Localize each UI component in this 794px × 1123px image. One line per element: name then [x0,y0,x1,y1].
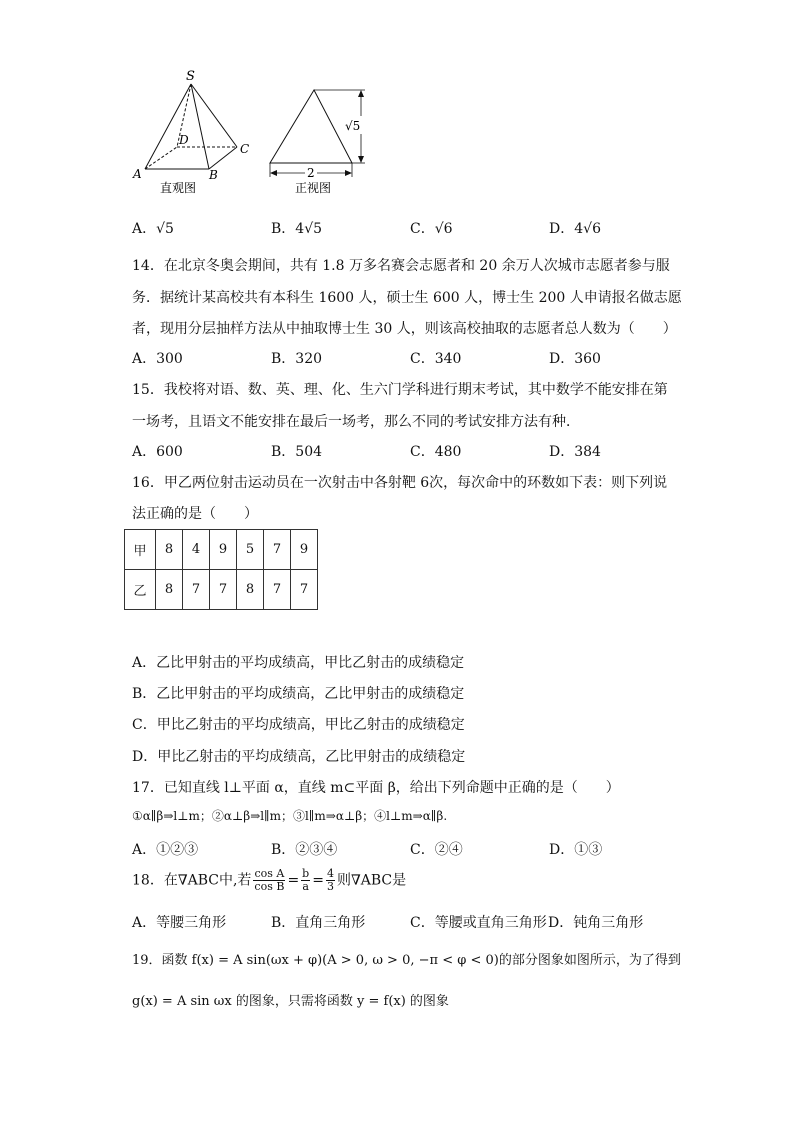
q14-option-b: B．320 [271,351,323,367]
front-view-triangle [270,90,352,163]
table-cell: 7 [264,570,291,610]
table-cell: 7 [264,530,291,570]
pyramid-edge-SA [145,84,191,169]
q17-option-a: A．①②③ [132,842,199,858]
q18-suffix: 则∇ABC是 [336,872,407,889]
table-cell: 8 [156,530,183,570]
table-cell: 7 [183,570,210,610]
q18-option-a: A．等腰三角形 [132,915,227,931]
height-label: √5 [345,119,361,133]
table-cell: 7 [291,570,318,610]
q17-option-c: C．②④ [410,842,463,858]
pyramid-edge-AD [145,147,177,169]
q15-line-1: 15．我校将对语、数、英、理、化、生六门学科进行期末考试，其中数学不能安排在第 [132,382,668,398]
width-label: 2 [307,166,315,180]
table-cell: 4 [183,530,210,570]
width-arrow-left [270,170,277,176]
table-cell: 9 [291,530,318,570]
q18-option-c: C．等腰或直角三角形 [410,915,547,931]
q13-option-d: D．4√6 [549,221,601,237]
pyramid-edge-BC [209,147,237,169]
q17-line-2: ①α∥β⇒l⊥m；②α⊥β⇒l∥m；③l∥m⇒α⊥β；④l⊥m⇒α∥β. [132,809,448,823]
table-row [125,530,318,570]
q13-option-b: B．4√5 [271,221,323,237]
q14-option-a: A．300 [132,351,183,367]
table-row [125,570,318,610]
score-table [124,529,318,610]
q14-line-3: 者，现用分层抽样方法从中抽取博士生 30 人，则该高校抽取的志愿者总人数为（ ） [132,321,677,337]
q13-option-c: C．√6 [410,221,453,237]
row-label-yi: 乙 [125,570,156,610]
q16-option-d: D．甲比乙射击的平均成绩高，乙比甲射击的成绩稳定 [132,749,466,765]
width-arrow-right [345,170,352,176]
q15-option-c: C．480 [410,444,462,460]
q17-option-b: B．②③④ [271,842,338,858]
q16-line-2: 法正确的是（ ） [132,506,258,522]
table-cell: 8 [237,570,264,610]
q15-option-b: B．504 [271,444,323,460]
caption-right: 正视图 [295,181,332,195]
fraction-ba: $\frac{b}{a}$ [302,867,310,893]
q18-option-b: B．直角三角形 [271,915,366,931]
caption-left: 直观图 [160,181,197,195]
q15-option-a: A．600 [132,444,183,460]
geometry-figure [125,62,385,202]
row-label-jia: 甲 [125,530,156,570]
q19-line-1: 19．函数 f(x) = A sin(ωx + φ)(A > 0, ω > 0, −π < φ < 0)的部分图象如图所示，为了得到 [132,953,681,968]
q17-option-d: D．①③ [549,842,603,858]
table-cell: 8 [156,570,183,610]
q16-option-a: A．乙比甲射击的平均成绩高，甲比乙射击的成绩稳定 [132,655,465,671]
q14-line-2: 务．据统计某高校共有本科生 1600 人，硕士生 600 人，博士生 200 人申请报名做志愿 [132,290,682,306]
table-cell: 5 [237,530,264,570]
fraction-43: $\frac{4}{3}$ [326,867,334,893]
table-cell: 9 [210,530,237,570]
table-cell: 7 [210,570,237,610]
label-A: A [133,167,142,181]
q16-option-c: C．甲比乙射击的平均成绩高，甲比乙射击的成绩稳定 [132,717,465,733]
fraction-cos: $\frac{\text{cos A}}{\text{cos B}}$ [254,867,285,893]
label-S: S [186,69,195,84]
q18-prefix: 18．在∇ABC中,若 [132,872,252,889]
q18-question: 18．在∇ABC中,若 $\frac{\text{cos A}}{\text{cos B}}$ = $\frac{b}{a}$ = $\frac{4}{3}$ 则∇ABC是 [132,867,407,893]
height-arrow-bottom [358,156,364,163]
q16-option-b: B．乙比甲射击的平均成绩高，乙比甲射击的成绩稳定 [132,686,465,702]
q15-line-2: 一场考，且语文不能安排在最后一场考，那么不同的考试安排方法有种． [132,414,580,430]
q17-line-1: 17．已知直线 l⊥平面 α，直线 m⊂平面 β，给出下列命题中正确的是（ ） [132,780,620,796]
q19-line-2: g(x) = A sin ωx 的图象，只需将函数 y = f(x) 的图象 [132,994,449,1009]
q18-option-d: D．钝角三角形 [548,915,644,931]
q14-option-d: D．360 [549,351,601,367]
height-arrow-top [358,90,364,97]
q15-option-d: D．384 [549,444,601,460]
q14-option-c: C．340 [410,351,462,367]
label-D: D [179,133,189,147]
q16-line-1: 16．甲乙两位射击运动员在一次射击中各射靶 6次，每次命中的环数如下表：则下列说 [132,475,668,491]
label-C: C [240,142,250,156]
q14-line-1: 14．在北京冬奥会期间，共有 1.8 万多名赛会志愿者和 20 余万人次城市志愿者参与服 [132,258,670,274]
label-B: B [209,168,218,182]
q13-option-a: A．√5 [132,221,174,237]
